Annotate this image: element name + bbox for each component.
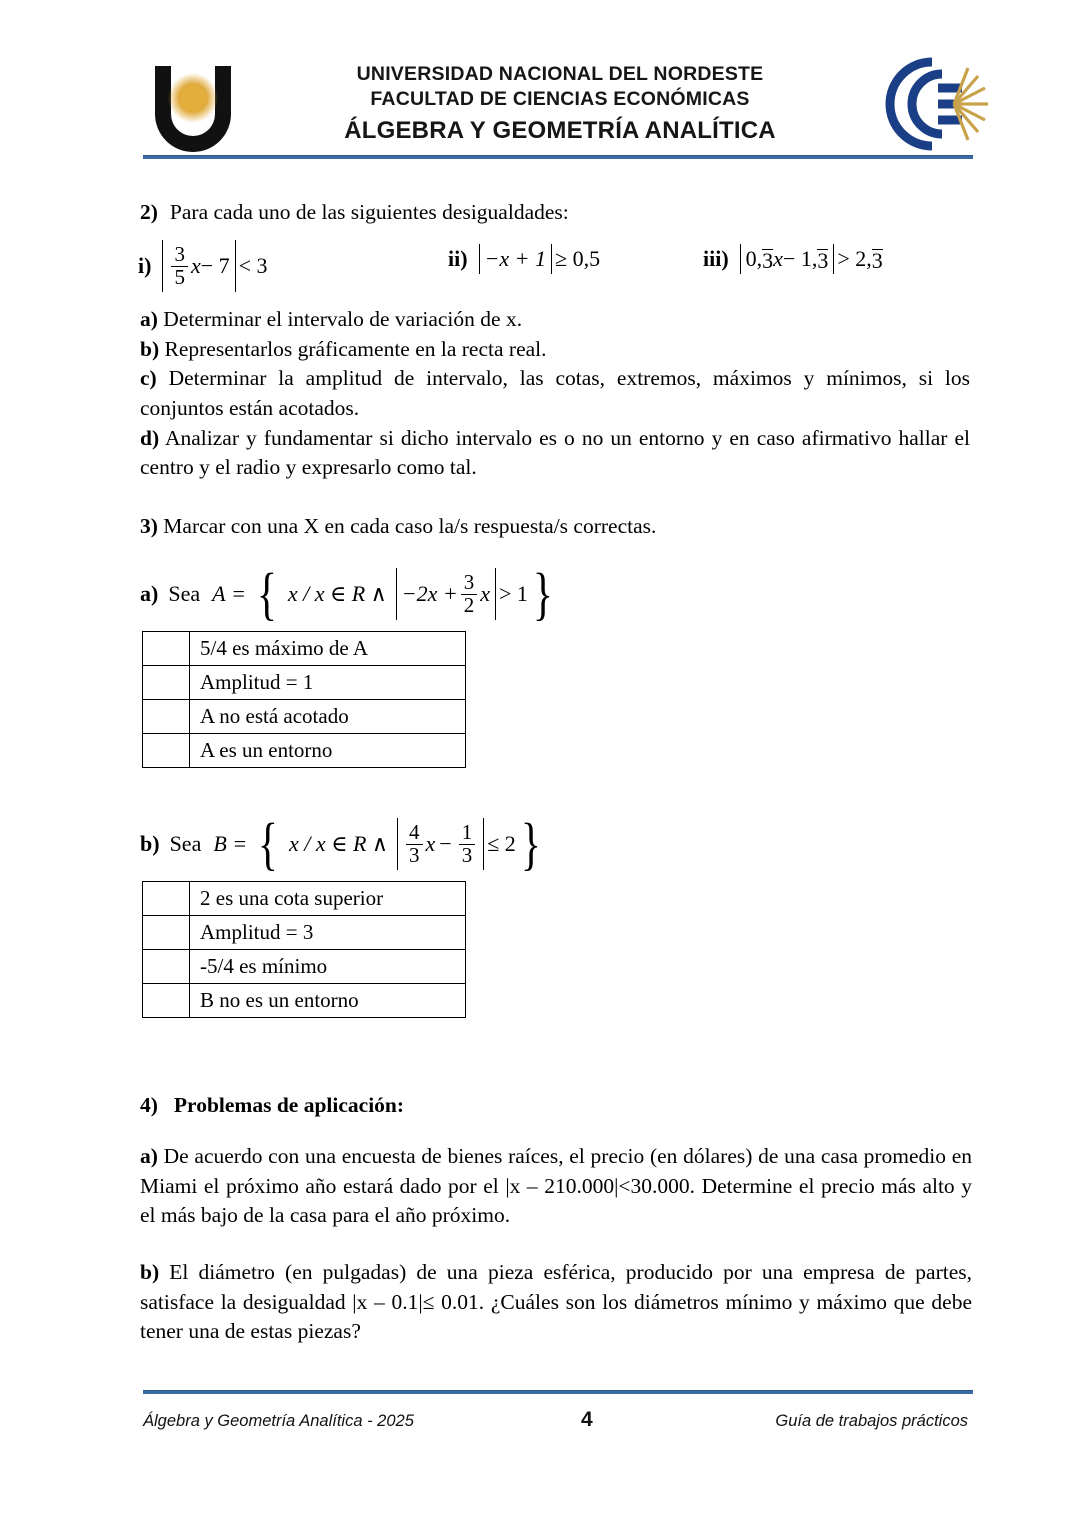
table-row [143, 666, 466, 700]
option-label: -5/4 es mínimo [190, 950, 466, 984]
set-b-membership: x / x ∈ R ∧ [289, 831, 389, 856]
answer-table-b [142, 881, 466, 1018]
footer-right-text: Guía de trabajos prácticos [775, 1412, 968, 1430]
set-b-definition: b) Sea B = { x / x ∈ R ∧ $\frac{4}{3}$ x − $\frac{1}{3}$ ≤ 2 } [140, 811, 541, 876]
option-label: 5/4 es máximo de A [190, 632, 466, 666]
inequality-iii-relation: > 2, [837, 246, 872, 271]
fraction-denominator: 3 [406, 844, 423, 866]
checkbox-cell[interactable] [143, 666, 190, 700]
table-row [143, 916, 466, 950]
option-label: B no es un entorno [190, 984, 466, 1018]
table-row [143, 950, 466, 984]
exercise-2-item-a [140, 305, 970, 335]
table-row [143, 632, 466, 666]
option-label: Amplitud = 1 [190, 666, 466, 700]
fce-cce-sun-logo [880, 52, 992, 156]
item-a-text: Determinar el intervalo de variación de x. [163, 307, 523, 331]
footer-rule [143, 1390, 973, 1394]
variable-x: x [425, 831, 436, 856]
inequality-ii-label: ii) [448, 246, 468, 271]
fraction-denominator: 3 [459, 844, 476, 866]
exercise-2-heading [140, 198, 980, 228]
exercise-4-item-a [140, 1142, 972, 1231]
header-rule [143, 155, 973, 159]
fraction-4-over-3 [406, 822, 423, 866]
repeating-decimal-a-bar: 3 [762, 247, 774, 273]
set-a-equals: = [232, 581, 245, 606]
repeating-decimal-a-int: 0, [745, 246, 763, 271]
option-label: A es un entorno [190, 734, 466, 768]
page-footer [143, 1408, 973, 1438]
set-a-relation: > 1 [499, 581, 528, 606]
set-b-lead-word: Sea [169, 831, 202, 856]
fraction-3-over-5 [171, 244, 188, 288]
header-line-subject: ÁLGEBRA Y GEOMETRÍA ANALÍTICA [344, 116, 776, 144]
footer-left-text: Álgebra y Geometría Analítica - 2025 [143, 1412, 414, 1430]
item-a-label: a) [140, 307, 158, 331]
set-a-name: A [212, 581, 226, 606]
inequality-i-term: − 7 [200, 253, 230, 278]
exercise-3-heading [140, 512, 980, 542]
exercise-2-item-c [140, 364, 970, 423]
checkbox-cell[interactable] [143, 916, 190, 950]
table-row [143, 700, 466, 734]
exercise-4-number: 4) [140, 1093, 158, 1117]
header-line-university: UNIVERSIDAD NACIONAL DEL NORDESTE [356, 63, 764, 85]
checkbox-cell[interactable] [143, 882, 190, 916]
inequality-ii [448, 244, 600, 274]
item-c-label: c) [140, 366, 157, 391]
exercise-2-prompt: Para cada uno de las siguientes desigualdades: [169, 200, 569, 224]
fraction-3-over-2 [461, 572, 478, 616]
fraction-numerator: 3 [463, 570, 475, 595]
item-b-label: b) [140, 1260, 160, 1284]
item-c-text: Determinar la amplitud de intervalo, las cotas, extremos, máximos y mínimos, si los conjuntos están acotados. [140, 366, 970, 420]
set-a-term1: −2x + [401, 581, 458, 606]
inequality-ii-expression: −x + 1 [484, 246, 547, 271]
table-row [143, 734, 466, 768]
fraction-1-over-3 [459, 822, 476, 866]
checkbox-cell[interactable] [143, 632, 190, 666]
exercise-2-item-b [140, 335, 970, 365]
fraction-denominator: 5 [171, 266, 188, 288]
checkbox-cell[interactable] [143, 734, 190, 768]
variable-x: x [773, 246, 783, 271]
option-label: A no está acotado [190, 700, 466, 734]
absolute-value-bars [397, 818, 484, 870]
inequality-iii-label: iii) [703, 246, 729, 271]
set-b-name: B [213, 831, 227, 856]
variable-x: x [190, 253, 201, 278]
exercise-4-title: Problemas de aplicación: [173, 1093, 405, 1117]
item-d-label: d) [140, 425, 160, 450]
item-b-text: Representarlos gráficamente en la recta real. [164, 336, 547, 361]
fraction-numerator: 4 [409, 820, 420, 845]
exercise-2-item-d [140, 424, 970, 483]
exercise-3-number: 3) [140, 514, 158, 538]
absolute-value-bars [396, 568, 496, 620]
inequality-ii-relation: ≥ 0,5 [555, 246, 601, 271]
set-a-definition: a) Sea A = { x / x ∈ R ∧ −2x + $\frac{3}{2}$ x > 1 } [140, 561, 553, 626]
page-header [0, 0, 1080, 165]
exercise-2-inequalities [138, 232, 998, 294]
fraction-denominator: 2 [461, 594, 478, 616]
item-a-text: De acuerdo con una encuesta de bienes raíces, el precio (en dólares) de una casa promedio en Miami el próximo año estará dado por el |x – 210.000|<30.000. Determine el precio más alto y el más bajo de la casa para el año próximo. [140, 1144, 972, 1228]
exercise-3-prompt: Marcar con una X en cada caso la/s respuesta/s correctas. [163, 514, 657, 538]
option-label: 2 es una cota superior [190, 882, 466, 916]
set-b-label: b) [140, 831, 160, 856]
answer-table-a [142, 631, 466, 768]
absolute-value-bars [162, 240, 235, 292]
repeating-decimal-c-bar: 3 [871, 247, 883, 273]
option-label: Amplitud = 3 [190, 916, 466, 950]
header-titles [250, 62, 870, 146]
inequality-i-relation: < 3 [238, 253, 268, 278]
unne-u-sun-logo [145, 62, 241, 154]
table-row [143, 882, 466, 916]
inequality-iii [703, 244, 883, 274]
checkbox-cell[interactable] [143, 984, 190, 1018]
absolute-value-bars [479, 244, 552, 274]
variable-x: x [480, 581, 491, 606]
set-a-membership: x / x ∈ R ∧ [287, 581, 387, 606]
table-row [143, 984, 466, 1018]
item-d-text: Analizar y fundamentar si dicho intervalo es o no un entorno y en caso afirmativo hallar el centro y el radio y expresarlo como tal. [140, 425, 970, 480]
set-b-minus: − [439, 831, 452, 856]
exercise-4-heading [140, 1091, 980, 1121]
inequality-i [138, 240, 268, 292]
set-a-label: a) [140, 581, 159, 606]
set-a-lead-word: Sea [168, 581, 201, 606]
repeating-decimal-b-bar: 3 [817, 247, 829, 273]
exercise-2-subitems [140, 305, 970, 483]
set-b-relation: ≤ 2 [487, 831, 516, 856]
repeating-decimal-b-int: − 1, [782, 246, 818, 271]
item-b-label: b) [140, 336, 160, 361]
inequality-i-label: i) [138, 253, 152, 278]
item-b-text: El diámetro (en pulgadas) de una pieza esférica, producido por una empresa de partes, satisface la desigualdad |x – 0.1|≤ 0.01. ¿Cuáles son los diámetros mínimo y máximo que debe tener una de estas piezas? [140, 1260, 972, 1344]
item-a-label: a) [140, 1144, 158, 1168]
set-b-equals: = [233, 831, 247, 856]
checkbox-cell[interactable] [143, 950, 190, 984]
fraction-numerator: 1 [461, 820, 473, 845]
exercise-4-item-b [140, 1258, 972, 1347]
header-line-faculty: FACULTAD DE CIENCIAS ECONÓMICAS [370, 88, 750, 111]
fraction-numerator: 3 [174, 242, 185, 267]
absolute-value-bars [740, 244, 835, 274]
checkbox-cell[interactable] [143, 700, 190, 734]
exercise-2-number: 2) [140, 200, 158, 224]
page-number: 4 [581, 1408, 593, 1431]
